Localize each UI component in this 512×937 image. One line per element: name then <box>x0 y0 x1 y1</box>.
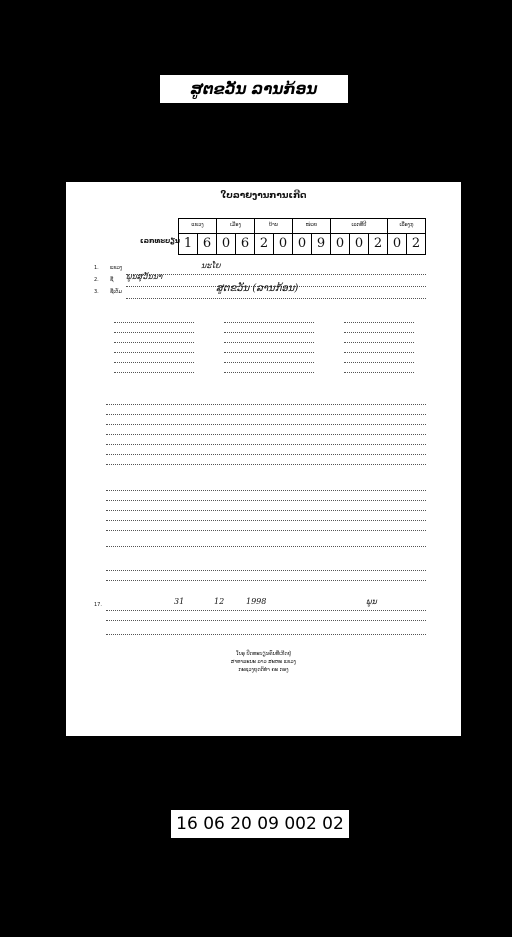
register-digit: 6 <box>198 234 217 255</box>
register-table <box>178 218 426 255</box>
signature: ພູນ <box>366 597 377 606</box>
register-digit: 0 <box>293 234 312 255</box>
register-digit: 0 <box>217 234 236 255</box>
date-year: 1998 <box>246 597 267 606</box>
row-value: ສູຕຂວັນ (ລານກ້ອນ) <box>216 283 299 294</box>
register-header: ໜ່ວຍ <box>293 219 331 234</box>
register-digit: 2 <box>255 234 274 255</box>
register-digit: 2 <box>369 234 388 255</box>
register-digit: 0 <box>388 234 407 255</box>
row-number: 17. <box>94 602 102 608</box>
register-digit: 6 <box>236 234 255 255</box>
footer-line: ໃບອຸ ປຶດທະບຽນຄົນທີ່ເກີດຢູ່ <box>235 651 292 657</box>
register-header: ບ້ານ <box>255 219 293 234</box>
register-digit: 0 <box>274 234 293 255</box>
row-label: ຊື່ເຕັມ <box>110 289 123 295</box>
row-number: 1. <box>94 265 99 271</box>
register-header: ເລື່ອງກຸ <box>388 219 426 234</box>
date-month: 12 <box>214 597 225 606</box>
fill-line <box>106 634 426 635</box>
register-header: ເມືອງ <box>217 219 255 234</box>
document-title: ໃບລາຍງານການເກີດ <box>220 191 307 201</box>
fill-line <box>126 274 426 275</box>
row-value: ນະໂຍ <box>201 261 221 270</box>
register-label: ເລກທະບຽນ <box>140 237 180 245</box>
fill-line <box>106 610 426 611</box>
register-digit: 2 <box>407 234 426 255</box>
register-digit: 0 <box>331 234 350 255</box>
fill-line <box>126 298 426 299</box>
birth-report-document <box>66 182 461 736</box>
register-digit: 9 <box>312 234 331 255</box>
row-value: ພູນສຸວັນນາ <box>126 272 163 281</box>
footer-line: ກະຊວງຍຸດຕິທໍາ ຄະ ກອງ <box>238 667 289 673</box>
header-title: ສູຕຂວັນ ລານກ້ອນ <box>160 75 348 103</box>
row-label: ຊື່ <box>110 277 114 283</box>
register-digit: 0 <box>350 234 369 255</box>
row-number: 3. <box>94 289 99 295</box>
date-day: 31 <box>174 597 185 606</box>
register-header: ແຂວງ <box>179 219 217 234</box>
register-header: ເລກທີ່ປີ <box>331 219 388 234</box>
fill-line <box>106 620 426 621</box>
row-label: ແຂວງ <box>110 265 123 271</box>
register-digit: 1 <box>179 234 198 255</box>
footer-line: ສາທາລະນະ ລາວ ສະຫະ ແຂວງ <box>230 659 297 665</box>
row-number: 2. <box>94 277 99 283</box>
footer-code: 16 06 20 09 002 02 <box>171 810 349 838</box>
